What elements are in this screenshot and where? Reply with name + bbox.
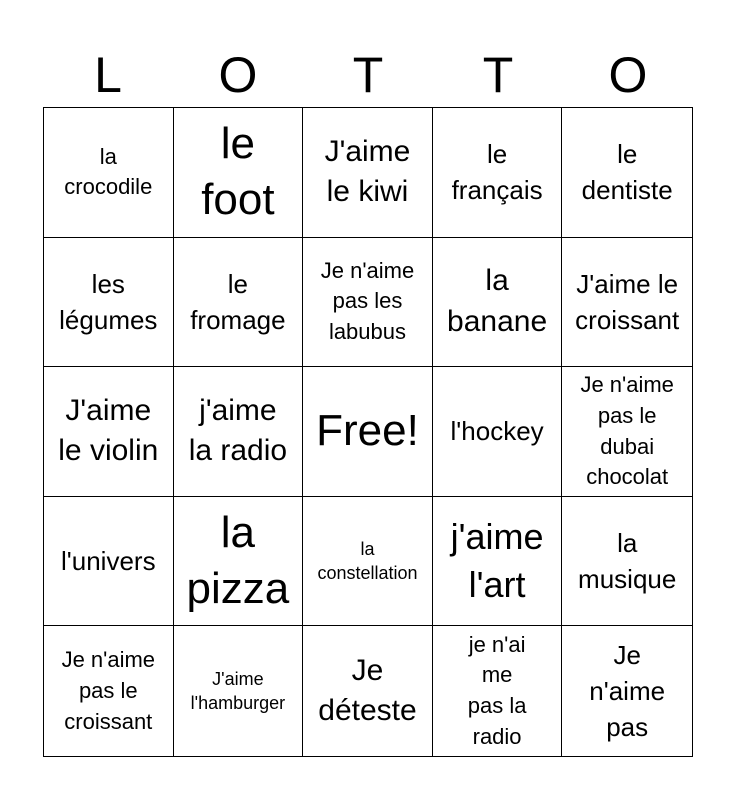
cell-text: les légumes xyxy=(59,268,158,335)
board-cell[interactable] xyxy=(433,238,563,368)
cell-text: l'hockey xyxy=(450,416,544,447)
cell-text: J'aime l'hamburger xyxy=(190,668,286,714)
cell-text: J'aime le violin xyxy=(58,393,159,468)
cell-text: la pizza xyxy=(186,507,290,614)
board-cell[interactable] xyxy=(562,497,692,627)
cell-text: Je déteste xyxy=(318,653,417,728)
title-letter-5: O xyxy=(608,47,648,103)
cell-text: la musique xyxy=(578,527,677,595)
board-cell[interactable] xyxy=(174,497,304,627)
board-cell[interactable] xyxy=(433,367,563,497)
board-cell[interactable] xyxy=(562,367,692,497)
board-cell[interactable] xyxy=(562,238,692,368)
cell-text: le dentiste xyxy=(581,138,673,206)
board-cell[interactable] xyxy=(303,108,433,238)
title-letter-4: T xyxy=(482,47,514,103)
free-cell-text: Free! xyxy=(316,406,419,456)
cell-text: Je n'aime pas les labubus xyxy=(320,257,415,345)
cell-text: J'aime le croissant xyxy=(575,268,680,335)
cell-text: Je n'aime pas le croissant xyxy=(61,647,156,734)
board-cell[interactable] xyxy=(44,626,174,756)
cell-text: Je n'aime pas le dubai chocolat xyxy=(580,371,674,490)
board-cell[interactable] xyxy=(433,497,563,627)
board-cell[interactable] xyxy=(433,108,563,238)
cell-text: le fromage xyxy=(190,268,286,335)
board-cell[interactable] xyxy=(174,108,304,238)
title-letter-2: O xyxy=(218,47,258,103)
cell-text: j'aime l'art xyxy=(450,515,544,606)
lotto-title xyxy=(43,44,693,106)
board-cell[interactable] xyxy=(562,626,692,756)
board-cell[interactable] xyxy=(44,238,174,368)
board-cell[interactable] xyxy=(44,108,174,238)
cell-text: la constellation xyxy=(317,538,418,584)
board-cell[interactable] xyxy=(303,497,433,627)
cell-text: la banane xyxy=(447,264,548,338)
board-cell[interactable] xyxy=(562,108,692,238)
title-letter-3: T xyxy=(352,47,384,103)
cell-text: le foot xyxy=(201,118,275,225)
board-cell[interactable] xyxy=(174,238,304,368)
board-cell[interactable] xyxy=(174,367,304,497)
board-cell[interactable] xyxy=(303,626,433,756)
free-cell[interactable] xyxy=(303,367,433,497)
cell-text: la crocodile xyxy=(64,143,153,200)
cell-text: J'aime le kiwi xyxy=(324,134,411,209)
board-cell[interactable] xyxy=(433,626,563,756)
title-letter-1: L xyxy=(94,47,122,103)
cell-text: je n'ai me pas la radio xyxy=(467,631,527,749)
board-cell[interactable] xyxy=(44,497,174,627)
board-cell[interactable] xyxy=(174,626,304,756)
board-cell[interactable] xyxy=(303,238,433,368)
board-cell[interactable] xyxy=(44,367,174,497)
cell-text: le français xyxy=(451,138,543,206)
cell-text: j'aime la radio xyxy=(188,393,288,468)
cell-text: Je n'aime pas xyxy=(589,639,666,743)
cell-text: l'univers xyxy=(61,545,156,576)
lotto-board xyxy=(43,107,693,757)
